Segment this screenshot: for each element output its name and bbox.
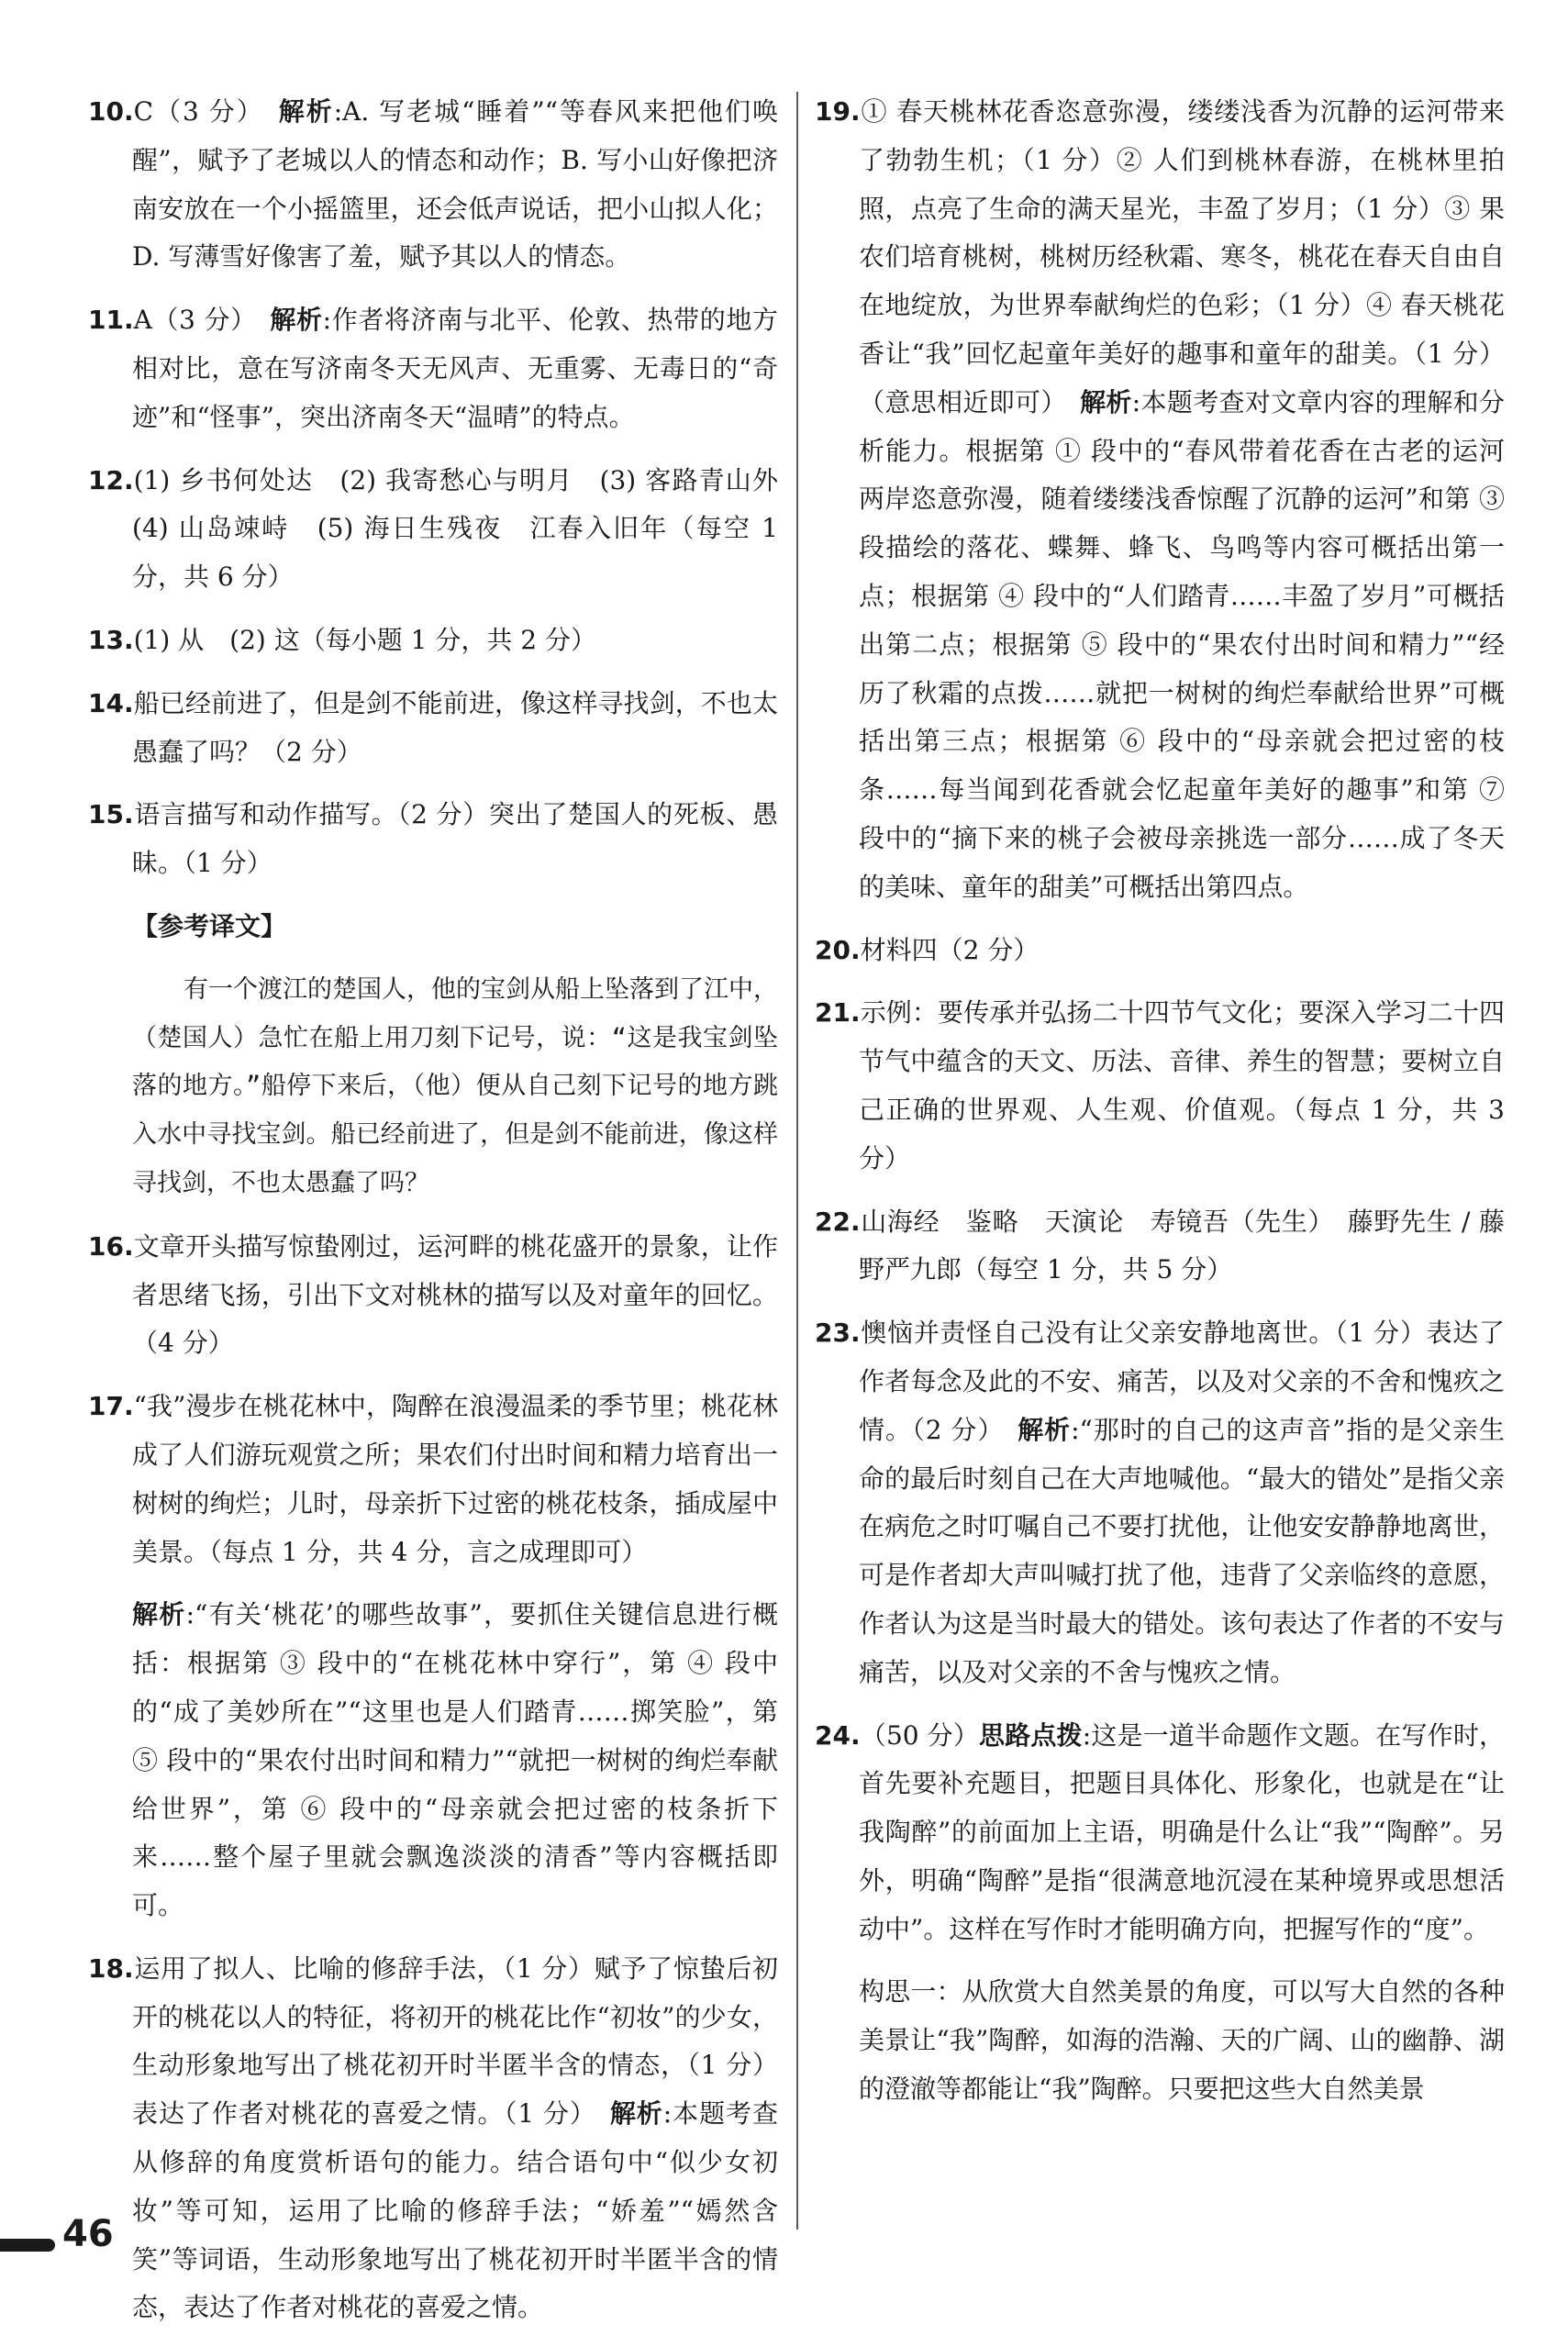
answer-13 xyxy=(88,617,778,665)
translation-text: 有一个渡江的楚国人，他的宝剑从船上坠落到了江中，（楚国人）急忙在船上用刀刻下记号，说：“这是我宝剑坠落的地方。”船停下来后，（他）便从自己刻下记号的地方跳入水中寻找宝剑。船已经前进了，但是剑不能前进，像这样寻找剑，不也太愚蠢了吗？ xyxy=(132,974,778,1197)
answer-text: :这是一道半命题作文题。在写作时，首先要补充题目，把题目具体化、形象化，也就是在“让我陶醉”的前面加上主语，明确是什么让“我”“陶醉”。另外，明确“陶醉”是指“很满意地沉浸在某种境界或思想活动中”。这样在写作时才能明确方向，把握写作的“度”。 xyxy=(859,1719,1506,1944)
answer-19 xyxy=(815,88,1505,912)
answer-text: :A. 写老城“睡着”“等春风来把他们唤醒”，赋予了老城以人的情态和动作；B. 写小山好像把济南安放在一个小摇篮里，还会低声说话，把小山拟人化；D. 写薄雪好像害了羞，赋予其以人的情态。 xyxy=(132,96,778,273)
answer-20 xyxy=(815,927,1505,975)
analysis-label: 解析 xyxy=(609,2098,663,2130)
answer-14 xyxy=(88,680,778,777)
answer-text: 示例：要传承并弘扬二十四节气文化；要深入学习二十四节气中蕴含的天文、历法、音律、养生的智慧；要树立自己正确的世界观、人生观、价值观。（每点 1 分，共 3 分） xyxy=(859,997,1505,1174)
answer-number: 23. xyxy=(815,1318,861,1349)
answer-number: 24. xyxy=(815,1719,861,1751)
analysis-17 xyxy=(88,1591,778,1930)
answer-15 xyxy=(88,791,778,888)
analysis-label: 解析 xyxy=(278,96,334,127)
answer-18 xyxy=(88,1945,778,2332)
answer-12 xyxy=(88,457,805,602)
analysis-label: 解析 xyxy=(1018,1414,1072,1445)
answer-21 xyxy=(815,989,1505,1183)
answer-text: 材料四（2 分） xyxy=(860,934,1040,965)
idea-1: 构思一：从欣赏大自然美景的角度，可以写大自然的各种美景让“我”陶醉，如海的浩瀚、天的广阔、山的幽静、湖的澄澈等都能让“我”陶醉。只要把这些大自然美景 xyxy=(859,1976,1505,2105)
answer-text: (1) 乡书何处达 (2) 我寄愁心与明月 (3) 客路青山外 (4) 山岛竦峙 (5) 海日生残夜 江春入旧年（每空 1 分，共 6 分） xyxy=(132,464,805,593)
analysis-label: 思路点拨 xyxy=(979,1719,1083,1751)
answer-text: 语言描写和动作描写。（2 分）突出了楚国人的死板、愚昧。（1 分） xyxy=(132,799,778,879)
page-number: 46 xyxy=(62,2213,114,2255)
column-divider xyxy=(796,92,798,2230)
answer-number: 18. xyxy=(88,1952,134,1984)
answer-number: 11. xyxy=(88,305,134,336)
answer-text: 船已经前进了，但是剑不能前进，像这样寻找剑，不也太愚蠢了吗？（2 分） xyxy=(132,687,778,767)
answer-number: 12. xyxy=(88,464,134,495)
analysis-text: :本题考查从修辞的角度赏析语句的能力。结合语句中“似少女初妆”等可知，运用了比喻的修辞手法；“娇羞”“嫣然含笑”等词语，生动形象地写出了桃花初开时半匿半含的情态，表达了作者对桃花的喜爱之情。 xyxy=(132,2098,778,2323)
answer-number: 19. xyxy=(815,96,861,127)
analysis-label: 解析 xyxy=(132,1599,186,1630)
analysis-label: 解析 xyxy=(1080,386,1132,417)
translation-title: 【参考译文】 xyxy=(132,910,287,941)
analysis-text: :“有关‘桃花’的哪些故事”，要抓住关键信息进行概括：根据第 ③ 段中的“在桃花林中穿行”，第 ④ 段中的“成了美妙所在”“这里也是人们踏青……掷笑脸”，第 ⑤ 段中的“果农付出时间和精力”“就把一树树的绚烂奉献给世界”，第 ⑥ 段中的“母亲就会把过密的枝条折下来……整个屋子里就会飘逸淡淡的清香”等内容概括即可。 xyxy=(132,1599,778,1921)
answer-text: 文章开头描写惊蛰刚过，运河畔的桃花盛开的景象，让作者思绪飞扬，引出下文对桃林的描写以及对童年的回忆。（4 分） xyxy=(132,1230,778,1359)
answer-text: 山海经 鉴略 天演论 寿镜吾（先生） 藤野先生 / 藤野严九郎（每空 1 分，共 5 分） xyxy=(859,1206,1505,1285)
answer-number: 21. xyxy=(815,997,861,1029)
answer-10 xyxy=(88,88,778,282)
answer-text: “我”漫步在桃花林中，陶醉在浪漫温柔的季节里；桃花林成了人们游玩观赏之所；果农们付出时间和精力培育出一树树的绚烂；儿时，母亲折下过密的桃花枝条，插成屋中美景。（每点 1 分，共 4 分，言之成理即可） xyxy=(132,1391,778,1567)
answer-number: 16. xyxy=(88,1230,134,1262)
answer-11 xyxy=(88,296,778,441)
page-number-bar xyxy=(0,2239,55,2252)
answer-24 xyxy=(815,1712,1505,1954)
answer-text: :作者将济南与北平、伦敦、热带的地方相对比，意在写济南冬天无风声、无重雾、无毒日的“奇迹”和“怪事”，突出济南冬天“温晴”的特点。 xyxy=(132,305,778,432)
answer-text: (1) 从 (2) 这（每小题 1 分，共 2 分） xyxy=(133,624,596,655)
answer-number: 13. xyxy=(88,624,134,655)
answer-22 xyxy=(815,1198,1505,1296)
answer-16 xyxy=(88,1223,778,1368)
answer-score: （50 分） xyxy=(860,1719,980,1751)
answer-choice: C（3 分） xyxy=(133,96,251,127)
answer-number: 14. xyxy=(88,687,134,718)
answer-number: 10. xyxy=(88,96,134,127)
answer-text: ① 春天桃林花香恣意弥漫，缕缕浅香为沉静的运河带来了勃勃生机；（1 分）② 人们到桃林春游，在桃林里拍照，点亮了生命的满天星光，丰盈了岁月；（1 分）③ 果农们培育桃树，桃树历经秋霜、寒冬，桃花在春天自由自在地绽放，为世界奉献绚烂的色彩；（1 分）④ 春天桃花香让“我”回忆起童年美好的趣事和童年的甜美。（1 分）（意思相近即可） xyxy=(859,96,1505,417)
answer-23 xyxy=(815,1309,1505,1696)
analysis-text: :本题考查对文章内容的理解和分析能力。根据第 ① 段中的“春风带着花香在古老的运河两岸恣意弥漫，随着缕缕浅香惊醒了沉静的运河”和第 ③ 段描绘的落花、蝶舞、蜂飞、鸟鸣等内容可概括出第一点；根据第 ④ 段中的“人们踏青……丰盈了岁月”可概括出第二点；根据第 ⑤ 段中的“果农付出时间和精力”“经历了秋霜的点拨……就把一树树的绚烂奉献给世界”可概括出第三点；根据第 ⑥ 段中的“母亲就会把过密的枝条……每当闻到花香就会忆起童年美好的趣事”和第 ⑦ 段中的“摘下来的桃子会被母亲挑选一部分……成了冬天的美味、童年的甜美”可概括出第四点。 xyxy=(859,386,1505,902)
answer-number: 22. xyxy=(815,1206,861,1237)
answer-choice: A（3 分） xyxy=(133,305,244,336)
answer-number: 15. xyxy=(88,799,134,830)
left-column xyxy=(88,88,805,2347)
answer-text: 懊恼并责怪自己没有让父亲安静地离世。（1 分）表达了作者每念及此的不安、痛苦，以及对父亲的不舍和愧疚之情。（2 分） xyxy=(859,1318,1505,1445)
analysis-text: :“那时的自己的这声音”指的是父亲生命的最后时刻自己在大声地喊他。“最大的错处”是指父亲在病危之时叮嘱自己不要打扰他，让他安安静静地离世，可是作者却大声叫喊打扰了他，违背了父亲临终的意愿，作者认为这是当时最大的错处。该句表达了作者的不安与痛苦，以及对父亲的不舍与愧疚之情。 xyxy=(859,1414,1505,1687)
answer-text: 运用了拟人、比喻的修辞手法，（1 分）赋予了惊蛰后初开的桃花以人的特征，将初开的桃花比作“初妆”的少女，生动形象地写出了桃花初开时半匿半含的情态，（1 分）表达了作者对桃花的喜爱之情。（1 分） xyxy=(132,1952,778,2130)
answer-number: 17. xyxy=(88,1391,134,1422)
answer-17 xyxy=(88,1383,778,1576)
right-column xyxy=(815,88,1505,2129)
answer-number: 20. xyxy=(815,934,861,965)
analysis-label: 解析 xyxy=(270,305,323,336)
